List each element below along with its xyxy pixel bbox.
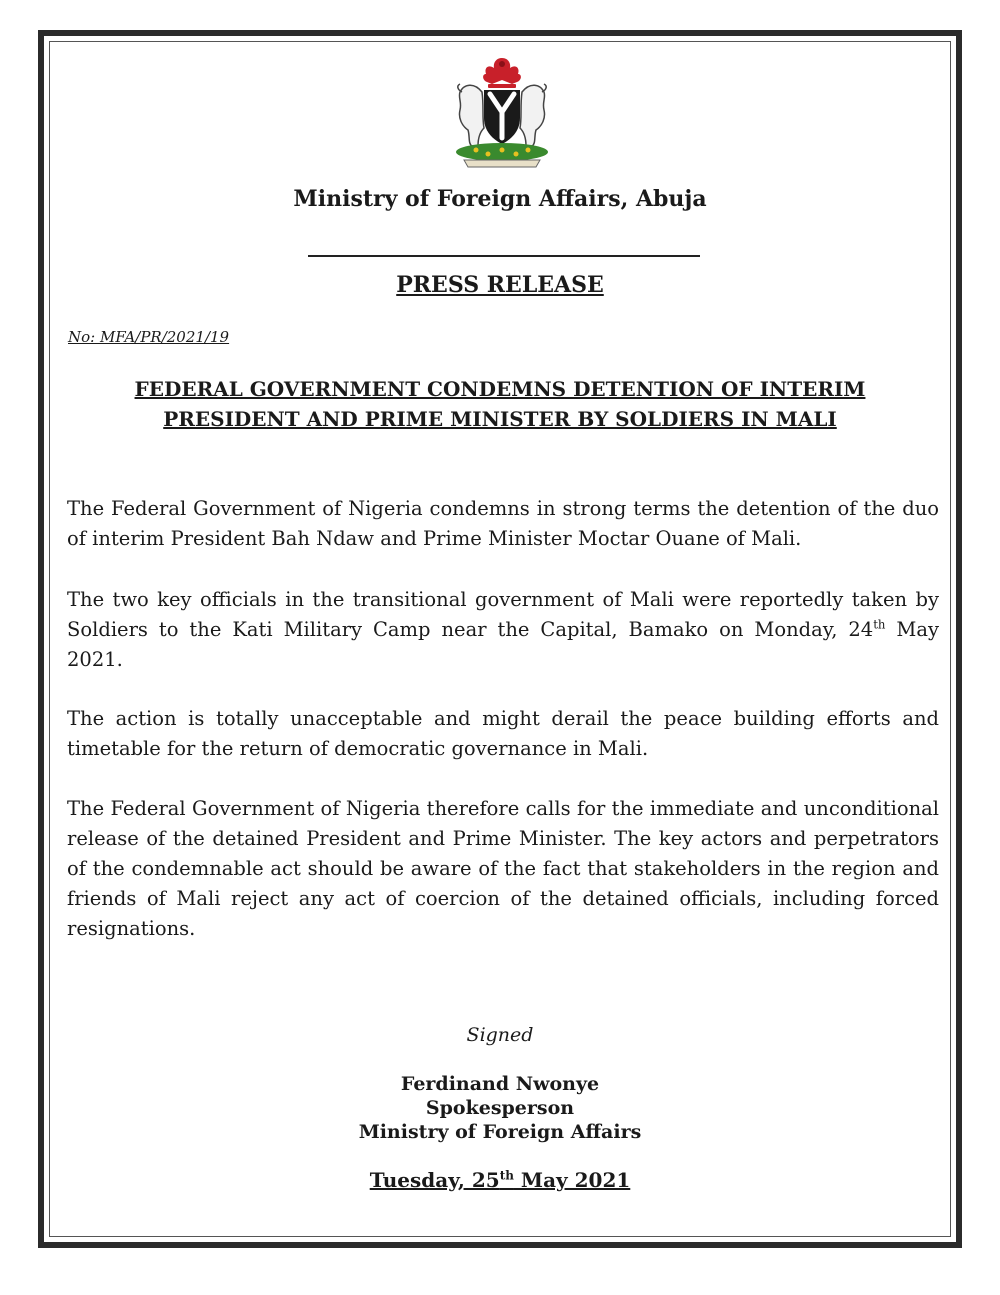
signed-label: Signed <box>466 1024 534 1046</box>
divider-line <box>308 255 700 257</box>
paragraph-2-superscript: th <box>873 617 886 632</box>
paragraph-2-end: May 2021. <box>67 618 939 671</box>
coat-of-arms-icon <box>440 52 564 170</box>
signature-block <box>0 1072 1000 1144</box>
signatory-name: Ferdinand Nwonye <box>400 1073 600 1095</box>
release-date <box>0 1168 1000 1192</box>
paragraph-4: The Federal Government of Nigeria therefore calls for the immediate and unconditional release of the detained President and Prime Minister. The key actors and perpetrators of the condemnable act should be aware of the fact that stakeholders in the region and friends of Mali reject any act of coercion of the detained officials, including forced resignations. <box>67 797 939 940</box>
paragraph-2-text: The two key officials in the transitional government of Mali were reportedly taken by Soldiers to the Kati Military Camp near the Capital, Bamako on Monday, 24 <box>67 588 939 641</box>
ministry-heading: Ministry of Foreign Affairs, Abuja <box>293 186 707 212</box>
release-date-text: Tuesday, 25 <box>369 1168 500 1192</box>
release-date-superscript: th <box>499 1168 514 1183</box>
press-release-title: PRESS RELEASE <box>396 272 604 298</box>
release-date-end: May 2021 <box>513 1168 631 1192</box>
paragraph-3: The action is totally unacceptable and might derail the peace building efforts and timetable for the return of democratic governance in Mali. <box>67 707 939 760</box>
headline-line-1: FEDERAL GOVERNMENT CONDEMNS DETENTION OF INTERIM <box>134 377 866 401</box>
signatory-organization: Ministry of Foreign Affairs <box>358 1121 642 1143</box>
headline <box>70 374 930 434</box>
paragraph-1: The Federal Government of Nigeria condemns in strong terms the detention of the duo of interim President Bah Ndaw and Prime Minister Moctar Ouane of Mali. <box>67 497 939 550</box>
reference-number: No: MFA/PR/2021/19 <box>68 328 230 346</box>
headline-line-2: PRESIDENT AND PRIME MINISTER BY SOLDIERS IN MALI <box>163 407 837 431</box>
signatory-title: Spokesperson <box>425 1097 575 1119</box>
paragraph-2 <box>67 585 939 675</box>
